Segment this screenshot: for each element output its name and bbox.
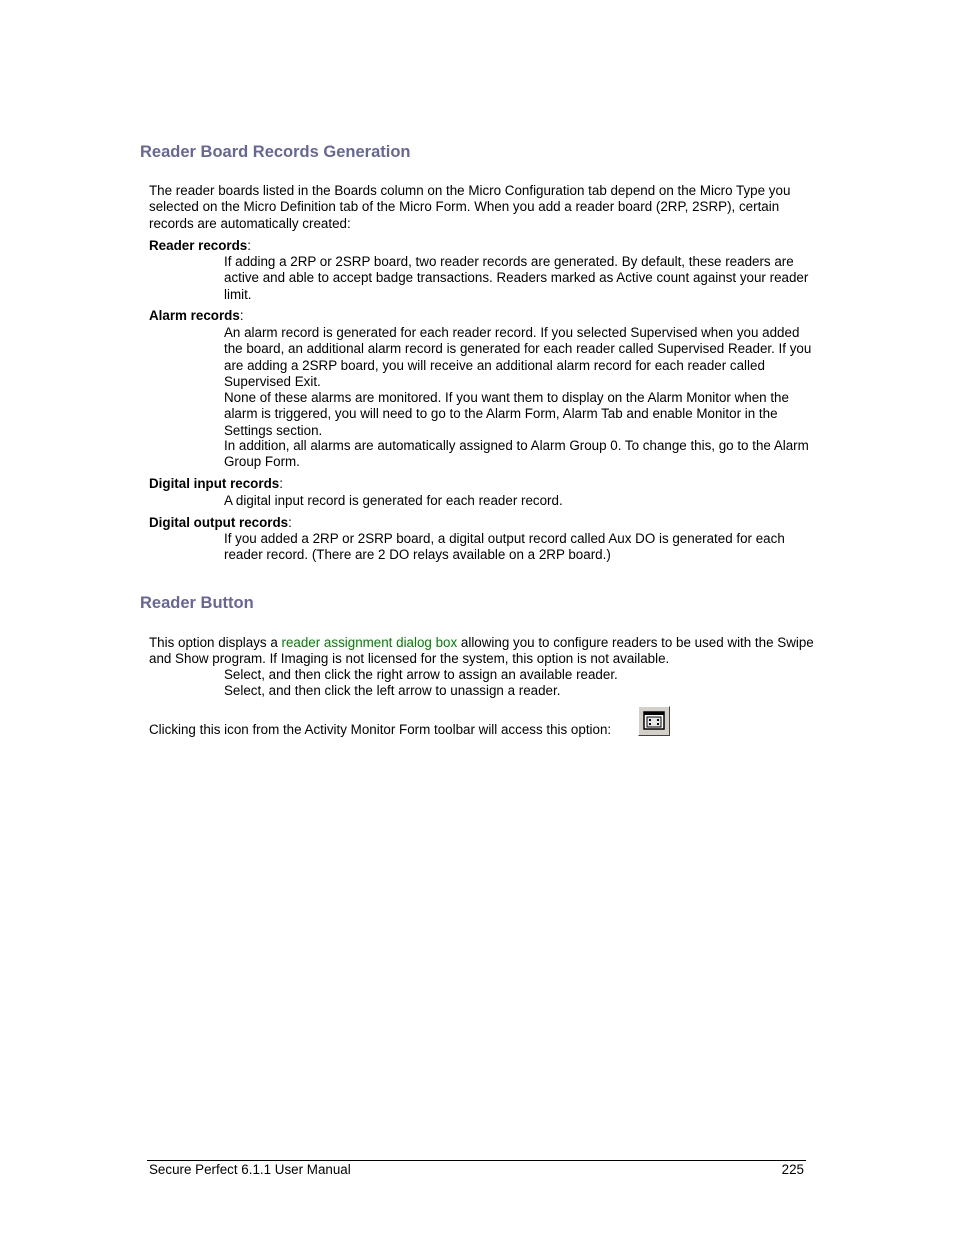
term-digital-output-records: Digital output records:: [149, 515, 292, 530]
footer-page-number: 225: [781, 1162, 804, 1177]
section-heading-reader-button: Reader Button: [140, 594, 254, 612]
term-reader-records: Reader records:: [149, 238, 251, 253]
icon-note: Clicking this icon from the Activity Monitor Form toolbar will access this option:: [149, 722, 612, 737]
term-digital-input-records: Digital input records:: [149, 476, 283, 491]
reader-records-description: If adding a 2RP or 2SRP board, two reader records are generated. By default, these readers are active and able to accept badge transactions. Readers marked as Active count against your reader limit.: [224, 254, 809, 302]
alarm-records-description-3: In addition, all alarms are automatically assigned to Alarm Group 0. To change this, go to the Alarm Group Form.: [224, 438, 809, 470]
reader-button-intro: This option displays a reader assignment dialog box allowing you to configure readers to be used with the Swipe and Show program. If Imaging is not licensed for the system, this option is not available.: [149, 635, 814, 667]
alarm-records-description-1: An alarm record is generated for each reader record. If you selected Supervised when you added the board, an additional alarm record is generated for each reader called Supervised Reader. If you are adding a 2SRP board, you will receive an additional alarm record for each reader called Supervised Exit.: [224, 325, 812, 389]
reader-device-icon: [639, 707, 669, 735]
section-heading-reader-board-records: Reader Board Records Generation: [140, 143, 411, 161]
reader-button-icon[interactable]: [638, 706, 670, 736]
intro-paragraph: The reader boards listed in the Boards column on the Micro Configuration tab depend on the Micro Type you selected on the Micro Definition tab of the Micro Form. When you add a reader board (2RP, 2SRP), certain records are automatically created:: [149, 183, 791, 231]
reader-assignment-dialog-link[interactable]: reader assignment dialog box: [281, 635, 458, 650]
digital-output-records-description: If you added a 2RP or 2SRP board, a digital output record called Aux DO is generated for each reader record. (There are 2 DO relays available on a 2RP board.): [224, 531, 785, 563]
footer-divider: [147, 1160, 806, 1161]
step-assign-reader: Select, and then click the right arrow to assign an available reader.: [224, 667, 618, 682]
step-unassign-reader: Select, and then click the left arrow to unassign a reader.: [224, 683, 561, 698]
digital-input-records-description: A digital input record is generated for each reader record.: [224, 493, 563, 508]
footer-manual-title: Secure Perfect 6.1.1 User Manual: [149, 1162, 351, 1177]
term-alarm-records: Alarm records:: [149, 308, 244, 323]
alarm-records-description-2: None of these alarms are monitored. If you want them to display on the Alarm Monitor when the alarm is triggered, you will need to go to the Alarm Form, Alarm Tab and enable Monitor in the Settings section.: [224, 390, 789, 438]
